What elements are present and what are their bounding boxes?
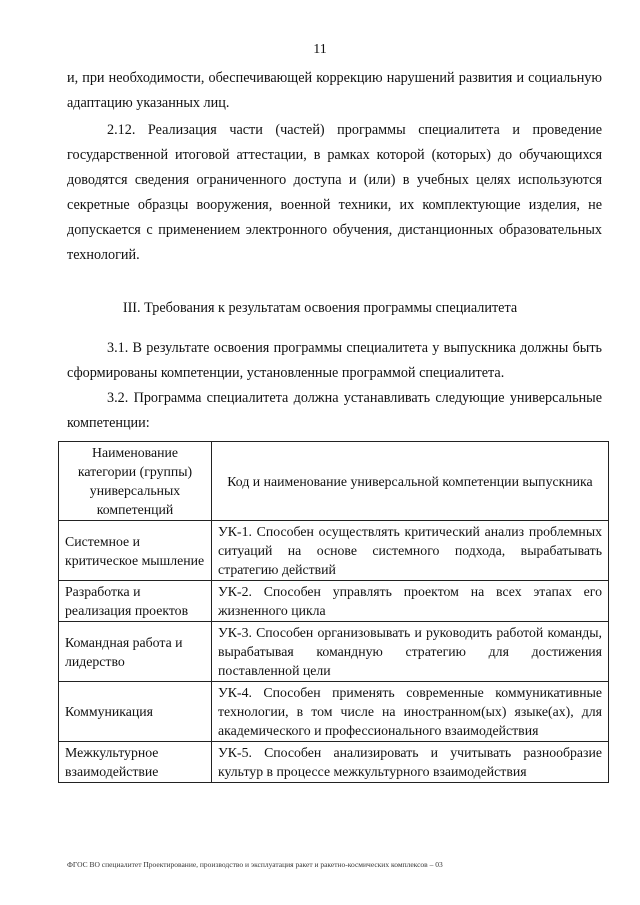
table-row [59, 581, 609, 622]
row-competence: УК-4. Способен применять современные коммуникативные технологии, в том числе на иностранном(ых) языке(ах), для академического и профессионального взаимодействия [212, 682, 609, 742]
table-header-row [59, 442, 609, 521]
row-category: Командная работа и лидерство [59, 622, 212, 682]
paragraph-2-12: 2.12. Реализация части (частей) программы специалитета и проведение государственной итоговой аттестации, в рамках которой (которых) до обучающихся доводятся сведения ограниченного доступа и (или) в учебных целях используются секретные образцы вооружения, военной техники, их комплектующие изделия, не допускается с применением электронного обучения, дистанционных образовательных технологий. [67, 122, 602, 263]
header-category: Наименование категории (группы) универсальных компетенций [59, 442, 212, 521]
page-number: 11 [313, 42, 327, 57]
table-row [59, 682, 609, 742]
paragraph-3-2: 3.2. Программа специалитета должна устанавливать следующие универсальные компетенции: [67, 390, 602, 431]
paragraph-3-1: 3.1. В результате освоения программы специалитета у выпускника должны быть сформированы компетенции, установленные программой специалитета. [67, 340, 602, 381]
table-row [59, 742, 609, 783]
page-footer: ФГОС ВО специалитет Проектирование, производство и эксплуатация ракет и ракетно-космических комплексов – 03 [67, 860, 443, 869]
competences-table [58, 441, 609, 783]
row-competence: УК-5. Способен анализировать и учитывать разнообразие культур в процессе межкультурного взаимодействия [212, 742, 609, 783]
paragraph-continuation: и, при необходимости, обеспечивающей коррекцию нарушений развития и социальную адаптацию указанных лиц. [67, 70, 602, 111]
row-competence: УК-2. Способен управлять проектом на всех этапах его жизненного цикла [212, 581, 609, 622]
header-competence: Код и наименование универсальной компетенции выпускника [212, 442, 609, 521]
row-category: Системное и критическое мышление [59, 521, 212, 581]
row-competence: УК-3. Способен организовывать и руководить работой команды, вырабатывая командную стратегию для достижения поставленной цели [212, 622, 609, 682]
table-row [59, 622, 609, 682]
table-row [59, 521, 609, 581]
row-category: Коммуникация [59, 682, 212, 742]
row-category: Межкультурное взаимодействие [59, 742, 212, 783]
row-category: Разработка и реализация проектов [59, 581, 212, 622]
row-competence: УК-1. Способен осуществлять критический анализ проблемных ситуаций на основе системного подхода, вырабатывать стратегию действий [212, 521, 609, 581]
section-heading: III. Требования к результатам освоения программы специалитета [122, 300, 518, 316]
